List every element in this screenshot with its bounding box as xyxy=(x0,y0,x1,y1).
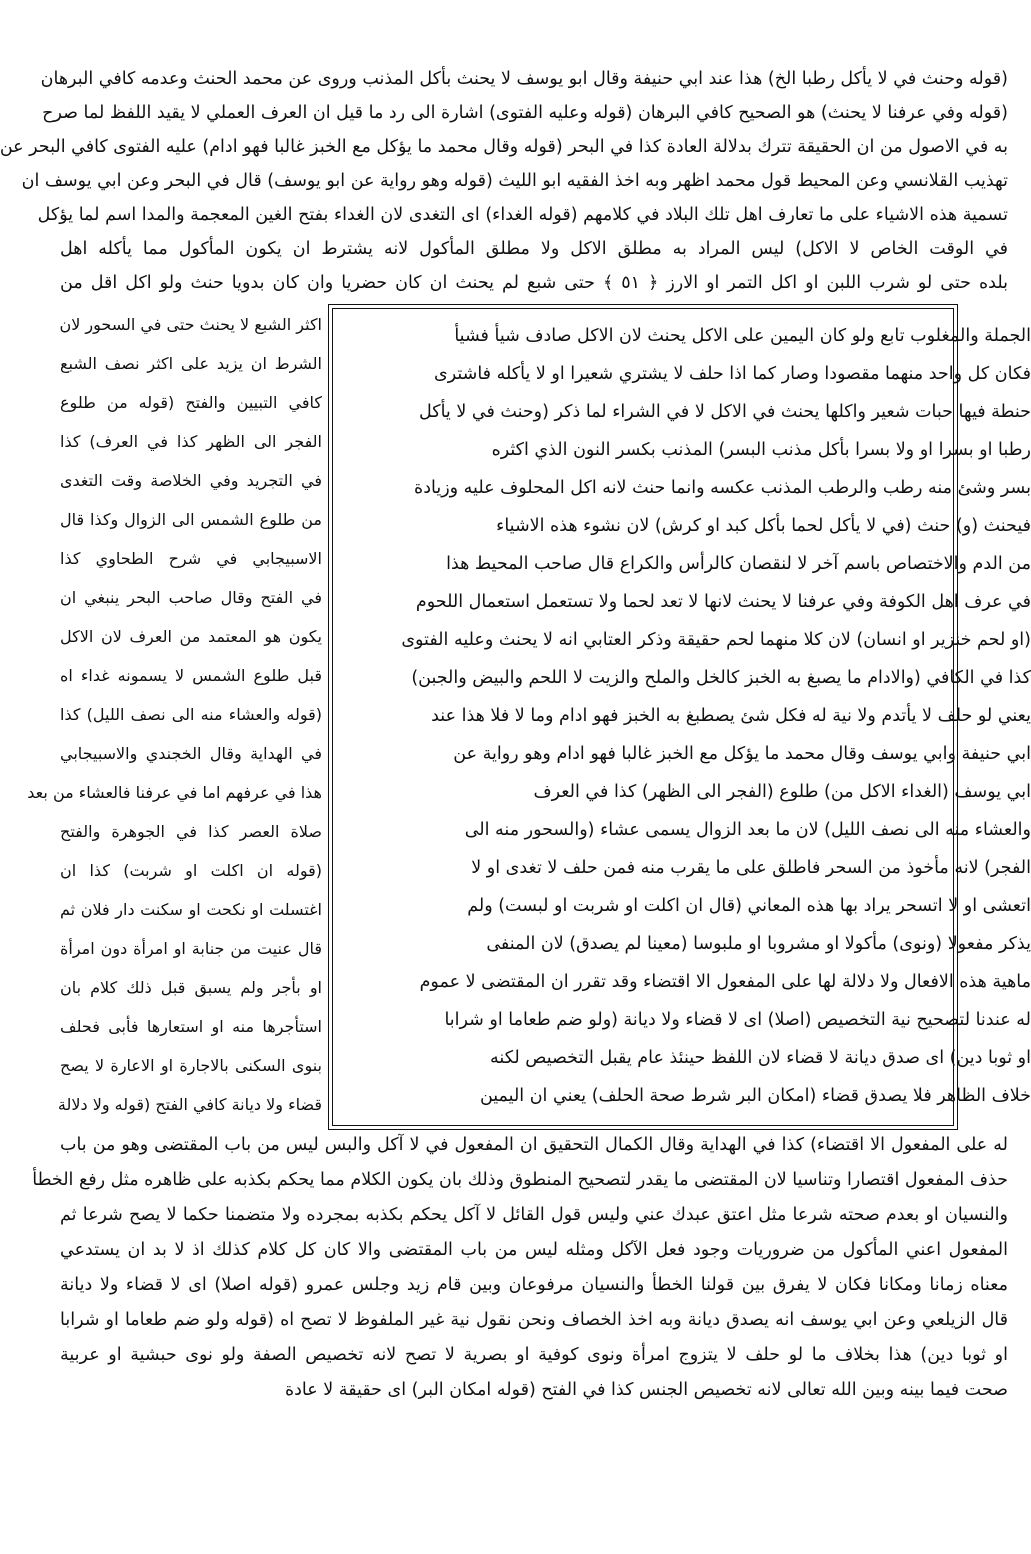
text-line: قال الزيلعي وعن ابي يوسف انه يصدق ديانة وبه اخذ الخصاف ونحن نقول نية غير الملفوظ لا تصح اه (قوله ولو ضم طعاما او شرابا xyxy=(60,1310,1008,1330)
text-line-last: صحت فيما بينه وبين الله تعالى لانه تخصيص الجنس كذا في الفتح (قوله امكان البر) اى حقيقة لا عادة xyxy=(284,1380,1008,1400)
text-line: يعني لو حلف لا يأتدم ولا نية له فكل شئ يصطبغ به الخبز فهو ادام وما لا فلا هذا عند xyxy=(431,706,1031,726)
text-line: ابي يوسف (الغداء الاكل من) طلوع (الفجر الى الظهر) كذا في العرف xyxy=(533,782,1031,802)
text-line: معناه زمانا ومكانا فكان لا يفرق بين قولنا الخطأ والنسيان مرفوعان وبين قام زيد وجلس عمرو (قوله اصلا) اى لا قضاء ولا ديانة xyxy=(60,1275,1008,1295)
text-line: صلاة العصر كذا في الجوهرة والفتح xyxy=(60,822,322,841)
text-line: فيحنث (و) حنث (في لا يأكل لحما بأكل كبد او كرش) لان نشوء هذه الاشياء xyxy=(496,516,1031,536)
text-line: بنوى السكنى بالاجارة او الاعارة لا يصح xyxy=(60,1056,322,1075)
text-line: بسر وشئ منه رطب والرطب المذنب عكسه وانما حنث لانه اكل المحلوف عليه وزيادة xyxy=(414,478,1031,498)
text-line-with-page-number: بلده حتى لو شرب اللبن او اكل التمر او الارز ﴿ ٥١ ﴾ حتى شبع لم يحنث ان كان حضريا وان كان بدويا حنث ولو اكل اقل من xyxy=(60,273,1009,293)
text-line: له عندنا لتصحيح نية التخصيص (اصلا) اى لا قضاء ولا ديانة (ولو ضم طعاما او شرابا xyxy=(444,1010,1031,1030)
text-line: المفعول اعني المأكول من ضروريات وجود فعل الآكل ومثله ليس من باب المقتضى والا كان كل كلام كذلك اذ لا بد ان يستدعي xyxy=(60,1240,1008,1260)
text-line: ابي حنيفة وابي يوسف وقال محمد ما يؤكل مع الخبز غالبا فهو ادام وهو رواية عن xyxy=(453,744,1031,764)
text-line: والنسيان او بعدم صحته شرعا مثل اعتق عبدك عني وليس قول القائل لا آكل يحكم بكذبه بمجرده ولا متضمنا حكما لا يصح شرعا ثم xyxy=(60,1205,1008,1225)
text-line: في الوقت الخاص لا الاكل) ليس المراد به مطلق الاكل ولا مطلق المأكول لانه يشترط ان يكون المأكول مما يأكله اهل xyxy=(60,239,1008,259)
text-line: كافي التبيين والفتح (قوله من طلوع xyxy=(60,393,322,412)
text-line: يكون هو المعتمد من العرف لان الاكل xyxy=(60,627,322,646)
text-line: اغتسلت او نكحت او سكنت دار فلان ثم xyxy=(60,900,322,919)
text-line: (قوله وحنث في لا يأكل رطبا الخ) هذا عند ابي حنيفة وقال ابو يوسف لا يحنث بأكل المذنب وروى عن محمد الحنث وعدمه كافي البرهان xyxy=(40,69,1008,89)
text-line: في الفتح وقال صاحب البحر ينبغي ان xyxy=(60,588,322,607)
text-line: استأجرها منه او استعارها فأبى فحلف xyxy=(60,1017,322,1036)
text-line: فكان كل واحد منهما مقصودا وصار كما اذا حلف لا يشتري شعيرا او لا يأكله فاشترى xyxy=(434,364,1031,384)
text-line: الاسبيجابي في شرح الطحاوي كذا xyxy=(60,549,322,568)
text-line: هذا في عرفهم اما في عرفنا فالعشاء من بعد xyxy=(27,783,322,802)
text-line: له على المفعول الا اقتضاء) كذا في الهداية وقال الكمال التحقيق ان المفعول في لا آكل والبس ليس من باب المقتضى وهو من باب xyxy=(60,1135,1008,1155)
text-line: رطبا او بسرا او ولا بسرا بأكل مذنب البسر) المذنب بكسر النون الذي اكثره xyxy=(491,440,1031,460)
text-line: قال عنيت من جنابة او امرأة دون امرأة xyxy=(60,939,322,958)
text-line: الفجر) لانه مأخوذ من السحر فاطلق على ما يقرب منه فمن حلف لا تغدى او لا xyxy=(471,858,1031,878)
text-line: (قوله ان اكلت او شربت) كذا ان xyxy=(60,861,322,880)
text-line: تسمية هذه الاشياء على ما تعارف اهل تلك البلاد في كلامهم (قوله الغداء) اى التغدى لان الغداء بفتح الغين المعجمة والمدا اسم لما يؤكل xyxy=(37,205,1008,225)
text-line: او ثوبا دين) اى صدق ديانة لا قضاء لان اللفظ حينئذ عام يقبل التخصيص لكنه xyxy=(490,1048,1031,1068)
text-line: حنطة فيها حبات شعير واكلها يحنث في الاكل لا في الشراء لما ذكر (وحنث في لا يأكل xyxy=(418,402,1031,422)
text-line: (او لحم خنزير او انسان) لان كلا منهما لحم حقيقة وذكر العتابي انه لا يحنث وعليه الفتوى xyxy=(401,630,1031,650)
text-line: في التجريد وفي الخلاصة وقت التغدى xyxy=(60,471,322,490)
text-line: من الدم والاختصاص باسم آخر لا لنقصان كالرأس والكراع قال صاحب المحيط هذا xyxy=(446,554,1031,574)
text-line: الفجر الى الظهر كذا في العرف) كذا xyxy=(60,432,322,451)
text-line: اتعشى او لا اتسحر يراد بها هذه المعاني (قال ان اكلت او شربت او لبست) ولم xyxy=(467,896,1031,916)
text-line: يذكر مفعولا (ونوى) مأكولا او مشروبا او ملبوسا (معينا لم يصدق) لان المنفى xyxy=(486,934,1031,954)
text-line: من طلوع الشمس الى الزوال وكذا قال xyxy=(60,510,322,529)
text-line: ماهية هذه الافعال ولا دلالة لها على المفعول الا اقتضاء وقد تقرر ان المقتضى لا عموم xyxy=(419,972,1031,992)
text-line: في الهداية وقال الخجندي والاسبيجابي xyxy=(60,744,322,763)
text-line: او بأجر ولم يسبق قبل ذلك كلام بان xyxy=(60,978,322,997)
text-line: الشرط ان يزيد على اكثر نصف الشبع xyxy=(60,354,322,373)
text-line: في عرف اهل الكوفة وفي عرفنا لا يحنث لانها لا تعد لحما ولا تستعمل استعمال اللحوم xyxy=(415,592,1031,612)
text-line: والعشاء منه الى نصف الليل) لان ما بعد الزوال يسمى عشاء (والسحور منه الى xyxy=(464,820,1031,840)
text-line: او ثوبا دين) هذا بخلاف ما لو حلف لا يتزوج امرأة ونوى كوفية او بصرية لا تصح لانه تخصيص الصفة ولو نوى حبشية او عربية xyxy=(60,1345,1008,1365)
text-line: قضاء ولا ديانة كافي الفتح (قوله ولا دلالة xyxy=(57,1095,322,1114)
text-line: به في الاصول من ان الحقيقة تترك بدلالة العادة كذا في البحر (قوله وقال محمد ما يؤكل مع الخبز غالبا فهو ادام) عليه الفتوى كافي البحر عن xyxy=(0,137,1008,157)
text-line: قبل طلوع الشمس لا يسمونه غداء اه xyxy=(60,666,322,685)
text-line: اكثر الشبع لا يحنث حتى في السحور لان xyxy=(59,315,322,334)
text-line: (قوله وفي عرفنا لا يحنث) هو الصحيح كافي البرهان (قوله وعليه الفتوى) اشارة الى رد ما قيل ان العرف العملي لا يقيد اللفظ لما صرح xyxy=(42,103,1008,123)
text-line: الجملة والمغلوب تابع ولو كان اليمين على الاكل يحنث لان الاكل صادف شيأ فشيأ xyxy=(454,326,1031,346)
text-line: تهذيب القلانسي وعن المحيط قول محمد اظهر وبه اخذ الفقيه ابو الليث (قوله وهو رواية عن ابو يوسف) قال في البحر وعن ابي يوسف ان xyxy=(21,171,1008,191)
text-line: خلاف الظاهر فلا يصدق قضاء (امكان البر شرط صحة الحلف) يعني ان اليمين xyxy=(479,1086,1031,1106)
text-line: (قوله والعشاء منه الى نصف الليل) كذا xyxy=(60,705,322,724)
text-line: حذف المفعول اقتصارا وتناسيا لان المقتضى ما يقدر لتصحيح المنطوق وذلك بان يكون الكلام مما يحكم بكذبه على ظاهره مثل رفع الخطأ xyxy=(32,1170,1008,1190)
text-line: كذا في الكافي (والادام ما يصبغ به الخبز كالخل والملح والزيت لا اللحم والبيض والجبن) xyxy=(411,668,1031,688)
